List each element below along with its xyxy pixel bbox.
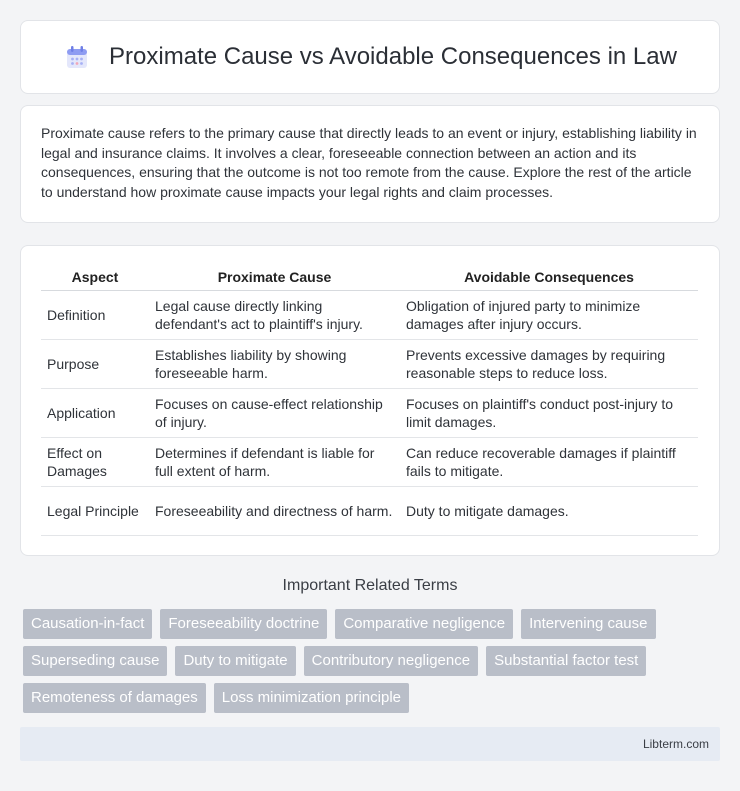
row-proximate-cause: Legal cause directly linking defendant's act to plaintiff's injury.: [149, 290, 400, 339]
tag-foreseeability-doctrine[interactable]: Foreseeability doctrine: [160, 609, 327, 639]
title-wrap: [63, 43, 677, 71]
row-aspect: Effect on Damages: [41, 437, 149, 486]
row-avoidable-consequences: Focuses on plaintiff's conduct post-injury to limit damages.: [400, 388, 698, 437]
related-terms-tags: [23, 609, 723, 713]
comparison-table-card: [20, 245, 720, 556]
header-card: [20, 20, 720, 94]
row-proximate-cause: Focuses on cause-effect relationship of injury.: [149, 388, 400, 437]
table-row: [41, 388, 698, 437]
calendar-icon: [63, 43, 91, 71]
table-row: [41, 290, 698, 339]
tag-causation-in-fact[interactable]: Causation-in-fact: [23, 609, 152, 639]
footer-site-link[interactable]: Libterm.com: [642, 737, 709, 751]
row-aspect: Definition: [41, 290, 149, 339]
row-proximate-cause: Foreseeability and directness of harm.: [149, 486, 400, 535]
intro-card: [20, 105, 720, 223]
row-proximate-cause: Establishes liability by showing foreseeable harm.: [149, 339, 400, 388]
row-avoidable-consequences: Obligation of injured party to minimize damages after injury occurs.: [400, 290, 698, 339]
row-aspect: Application: [41, 388, 149, 437]
page-title: Proximate Cause vs Avoidable Consequences in Law: [109, 43, 677, 70]
row-avoidable-consequences: Can reduce recoverable damages if plaintiff fails to mitigate.: [400, 437, 698, 486]
tag-contributory-negligence[interactable]: Contributory negligence: [304, 646, 478, 676]
intro-text: Proximate cause refers to the primary cause that directly leads to an event or injury, establishing liability in legal and insurance claims. It involves a clear, foreseeable connection between an action and its consequences, ensuring that the outcome is not too remote from the cause. Explore the rest of the article to understand how proximate cause impacts your legal rights and claim processes.: [41, 125, 697, 200]
tag-comparative-negligence[interactable]: Comparative negligence: [335, 609, 513, 639]
row-avoidable-consequences: Duty to mitigate damages.: [400, 486, 698, 535]
row-aspect: Legal Principle: [41, 486, 149, 535]
table-row: [41, 437, 698, 486]
row-avoidable-consequences: Prevents excessive damages by requiring reasonable steps to reduce loss.: [400, 339, 698, 388]
row-aspect: Purpose: [41, 339, 149, 388]
header-proximate-cause: Proximate Cause: [149, 264, 400, 290]
tag-intervening-cause[interactable]: Intervening cause: [521, 609, 655, 639]
tag-substantial-factor-test[interactable]: Substantial factor test: [486, 646, 646, 676]
table-row: [41, 339, 698, 388]
tag-loss-minimization-principle[interactable]: Loss minimization principle: [214, 683, 409, 713]
header-aspect: Aspect: [41, 264, 149, 290]
table-header-row: [41, 264, 698, 290]
tag-duty-to-mitigate[interactable]: Duty to mitigate: [175, 646, 295, 676]
footer: [20, 727, 720, 761]
tag-remoteness-of-damages[interactable]: Remoteness of damages: [23, 683, 206, 713]
related-terms-title: Important Related Terms: [282, 577, 458, 594]
tag-superseding-cause[interactable]: Superseding cause: [23, 646, 167, 676]
row-proximate-cause: Determines if defendant is liable for full extent of harm.: [149, 437, 400, 486]
comparison-table: [41, 264, 698, 536]
table-row: [41, 486, 698, 535]
header-avoidable-consequences: Avoidable Consequences: [400, 264, 698, 290]
